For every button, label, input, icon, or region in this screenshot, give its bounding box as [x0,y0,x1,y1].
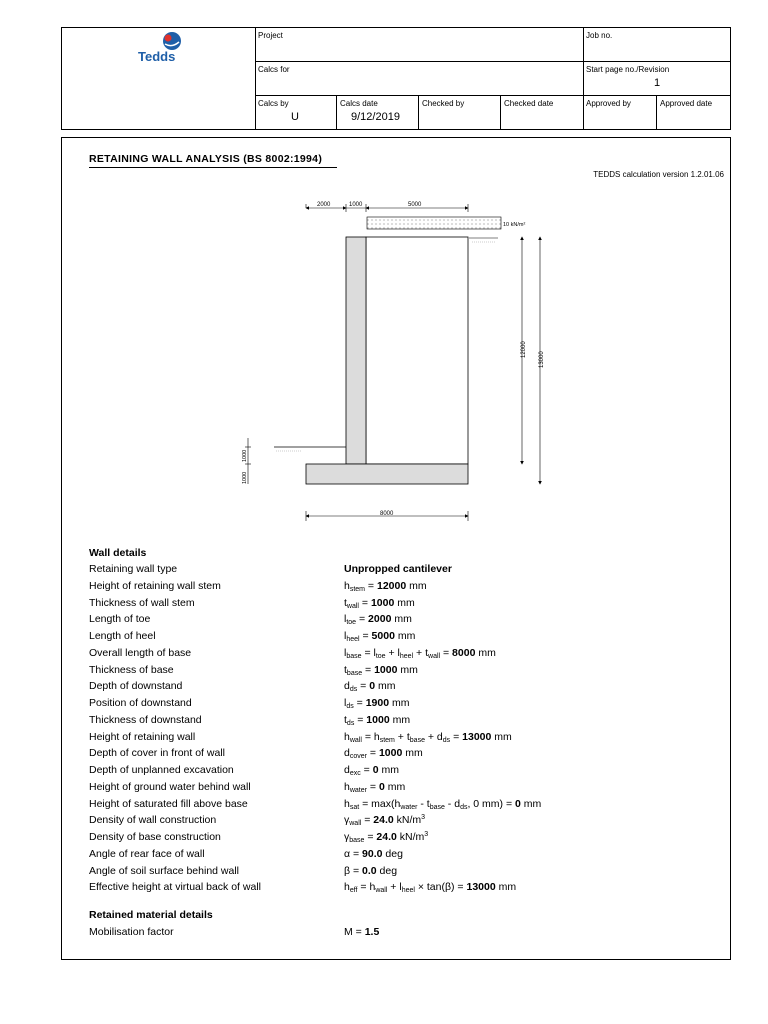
wall-detail-row-value: $h_{sat} = \max(h_{water} - t_{base} - d_{ds}$, 0 mm) = 0 mm [344,797,542,811]
surcharge-load [367,217,501,229]
checked-by-label: Checked by [422,99,465,108]
wall-detail-row-label: Density of wall construction [89,814,217,827]
wall-detail-row-value: $t_{wall} = 1000$ mm [344,596,415,610]
wall-detail-row-label: Depth of unplanned excavation [89,764,234,776]
job-no-label: Job no. [586,31,613,40]
top-dimensions [306,202,468,212]
wall-detail-row-value: $l_{base} = l_{toe} + l_{heel} + t_{wall} = 8000$ mm [344,646,496,660]
wall-detail-row-label: Height of retaining wall [89,730,196,743]
wall-detail-row-value: $d_{ds} = 0$ mm [344,680,396,694]
logo-text: Tedds [138,49,176,64]
checked-date-label: Checked date [504,99,554,108]
project-label: Project [258,31,283,40]
retained-row-value: M = 1.5 [344,926,380,938]
approved-by-label: Approved by [586,99,631,108]
wall-detail-row-value: $h_{stem} = 12000$ mm [344,579,427,593]
wall-detail-row-label: Thickness of base [89,663,174,676]
dim-toe-label: 2000 [317,202,331,208]
wall-detail-row-label: Length of toe [89,613,151,626]
wall-detail-row-value: $h_{water} = 0$ mm [344,780,406,794]
bottom-dimension [306,511,468,521]
wall-detail-row-value: $t_{ds} = 1000$ mm [344,713,411,727]
wall-detail-row-value: $l_{ds} = 1900$ mm [344,697,410,710]
wall-detail-row-value: $d_{exc} = 0$ mm [344,764,399,777]
wall-detail-row-value: $h_{wall} = h_{stem} + t_{base} + d_{ds} = 13000$ mm [344,730,512,744]
retained-fill [366,237,468,464]
tedds-logo [132,30,192,70]
dim-front-cover-label: 1000 [242,449,248,462]
header-block [61,27,731,130]
wall-detail-row-label: Depth of downstand [89,680,183,693]
wall-detail-row-value: $d_{cover} = 1000$ mm [344,747,423,761]
page-title: RETAINING WALL ANALYSIS (BS 8002:1994) [89,153,323,165]
calcs-for-label: Calcs for [258,65,290,74]
wall-detail-row-label: Density of base construction [89,831,221,843]
calcs-date-value: 9/12/2019 [351,111,400,123]
start-page-label: Start page no./Revision [586,65,670,74]
surcharge-label: 10 kN/m² [503,222,526,228]
wall-detail-row-label: Height of ground water behind wall [89,780,251,793]
dim-wall-height-label: 13000 [539,351,545,368]
wall-detail-row-label: Height of saturated fill above base [89,797,248,810]
wall-detail-row-label: Angle of soil surface behind wall [89,864,240,877]
wall-detail-row-value: β = 0.0 deg [344,864,398,877]
wall-detail-row-label: Overall length of base [89,646,192,659]
calcs-date-label: Calcs date [340,99,378,108]
calcs-by-label: Calcs by [258,99,289,108]
start-page-value: 1 [654,77,661,89]
wall-stem [346,237,366,464]
wall-detail-row-value: α = 90.0 deg [344,847,403,860]
wall-detail-row-value: Unpropped cantilever [344,563,452,575]
wall-detail-row-label: Thickness of downstand [89,713,202,726]
right-dimensions [521,237,545,484]
wall-detail-row-value: $l_{heel} = 5000$ mm [344,630,416,643]
retained-row-label: Mobilisation factor [89,926,174,938]
dim-base-length-label: 8000 [380,511,394,517]
wall-detail-row-label: Retaining wall type [89,563,178,575]
wall-detail-row-value: $\gamma_{wall} = 24.0$ $kN/m^3$ [344,814,426,828]
wall-detail-row-label: Effective height at virtual back of wall [89,881,261,894]
wall-detail-row-value: $h_{eff} = h_{wall} + l_{heel} \times \tan(\beta) = 13000$ mm [344,881,517,895]
wall-detail-row-value: $\gamma_{base} = 24.0$ $kN/m^3$ [344,831,429,844]
dim-heel-label: 5000 [408,202,422,208]
calcs-by-value: U [291,111,299,123]
left-dimensions [242,438,251,484]
wall-detail-row-label: Height of retaining wall stem [89,579,221,592]
calculation-sheet [61,137,731,960]
wall-detail-row-value: $t_{base} = 1000$ mm [344,663,418,677]
approved-date-label: Approved date [660,99,713,108]
wall-detail-row-value: $l_{toe} = 2000$ mm [344,613,412,627]
retaining-wall-diagram [62,138,732,538]
dim-base-thickness-label: 1000 [242,471,248,484]
retained-material-heading: Retained material details [89,909,213,921]
wall-details-heading: Wall details [89,547,147,559]
wall-detail-row-label: Length of heel [89,630,156,642]
version-text: TEDDS calculation version 1.2.01.06 [593,170,724,179]
wall-detail-row-label: Angle of rear face of wall [89,847,205,860]
dim-stem-height-label: 12000 [521,341,527,358]
wall-base [306,464,468,484]
wall-detail-row-label: Depth of cover in front of wall [89,747,225,760]
wall-detail-row-label: Position of downstand [89,697,192,709]
wall-detail-row-label: Thickness of wall stem [89,596,195,609]
dim-stem-label: 1000 [349,202,363,208]
